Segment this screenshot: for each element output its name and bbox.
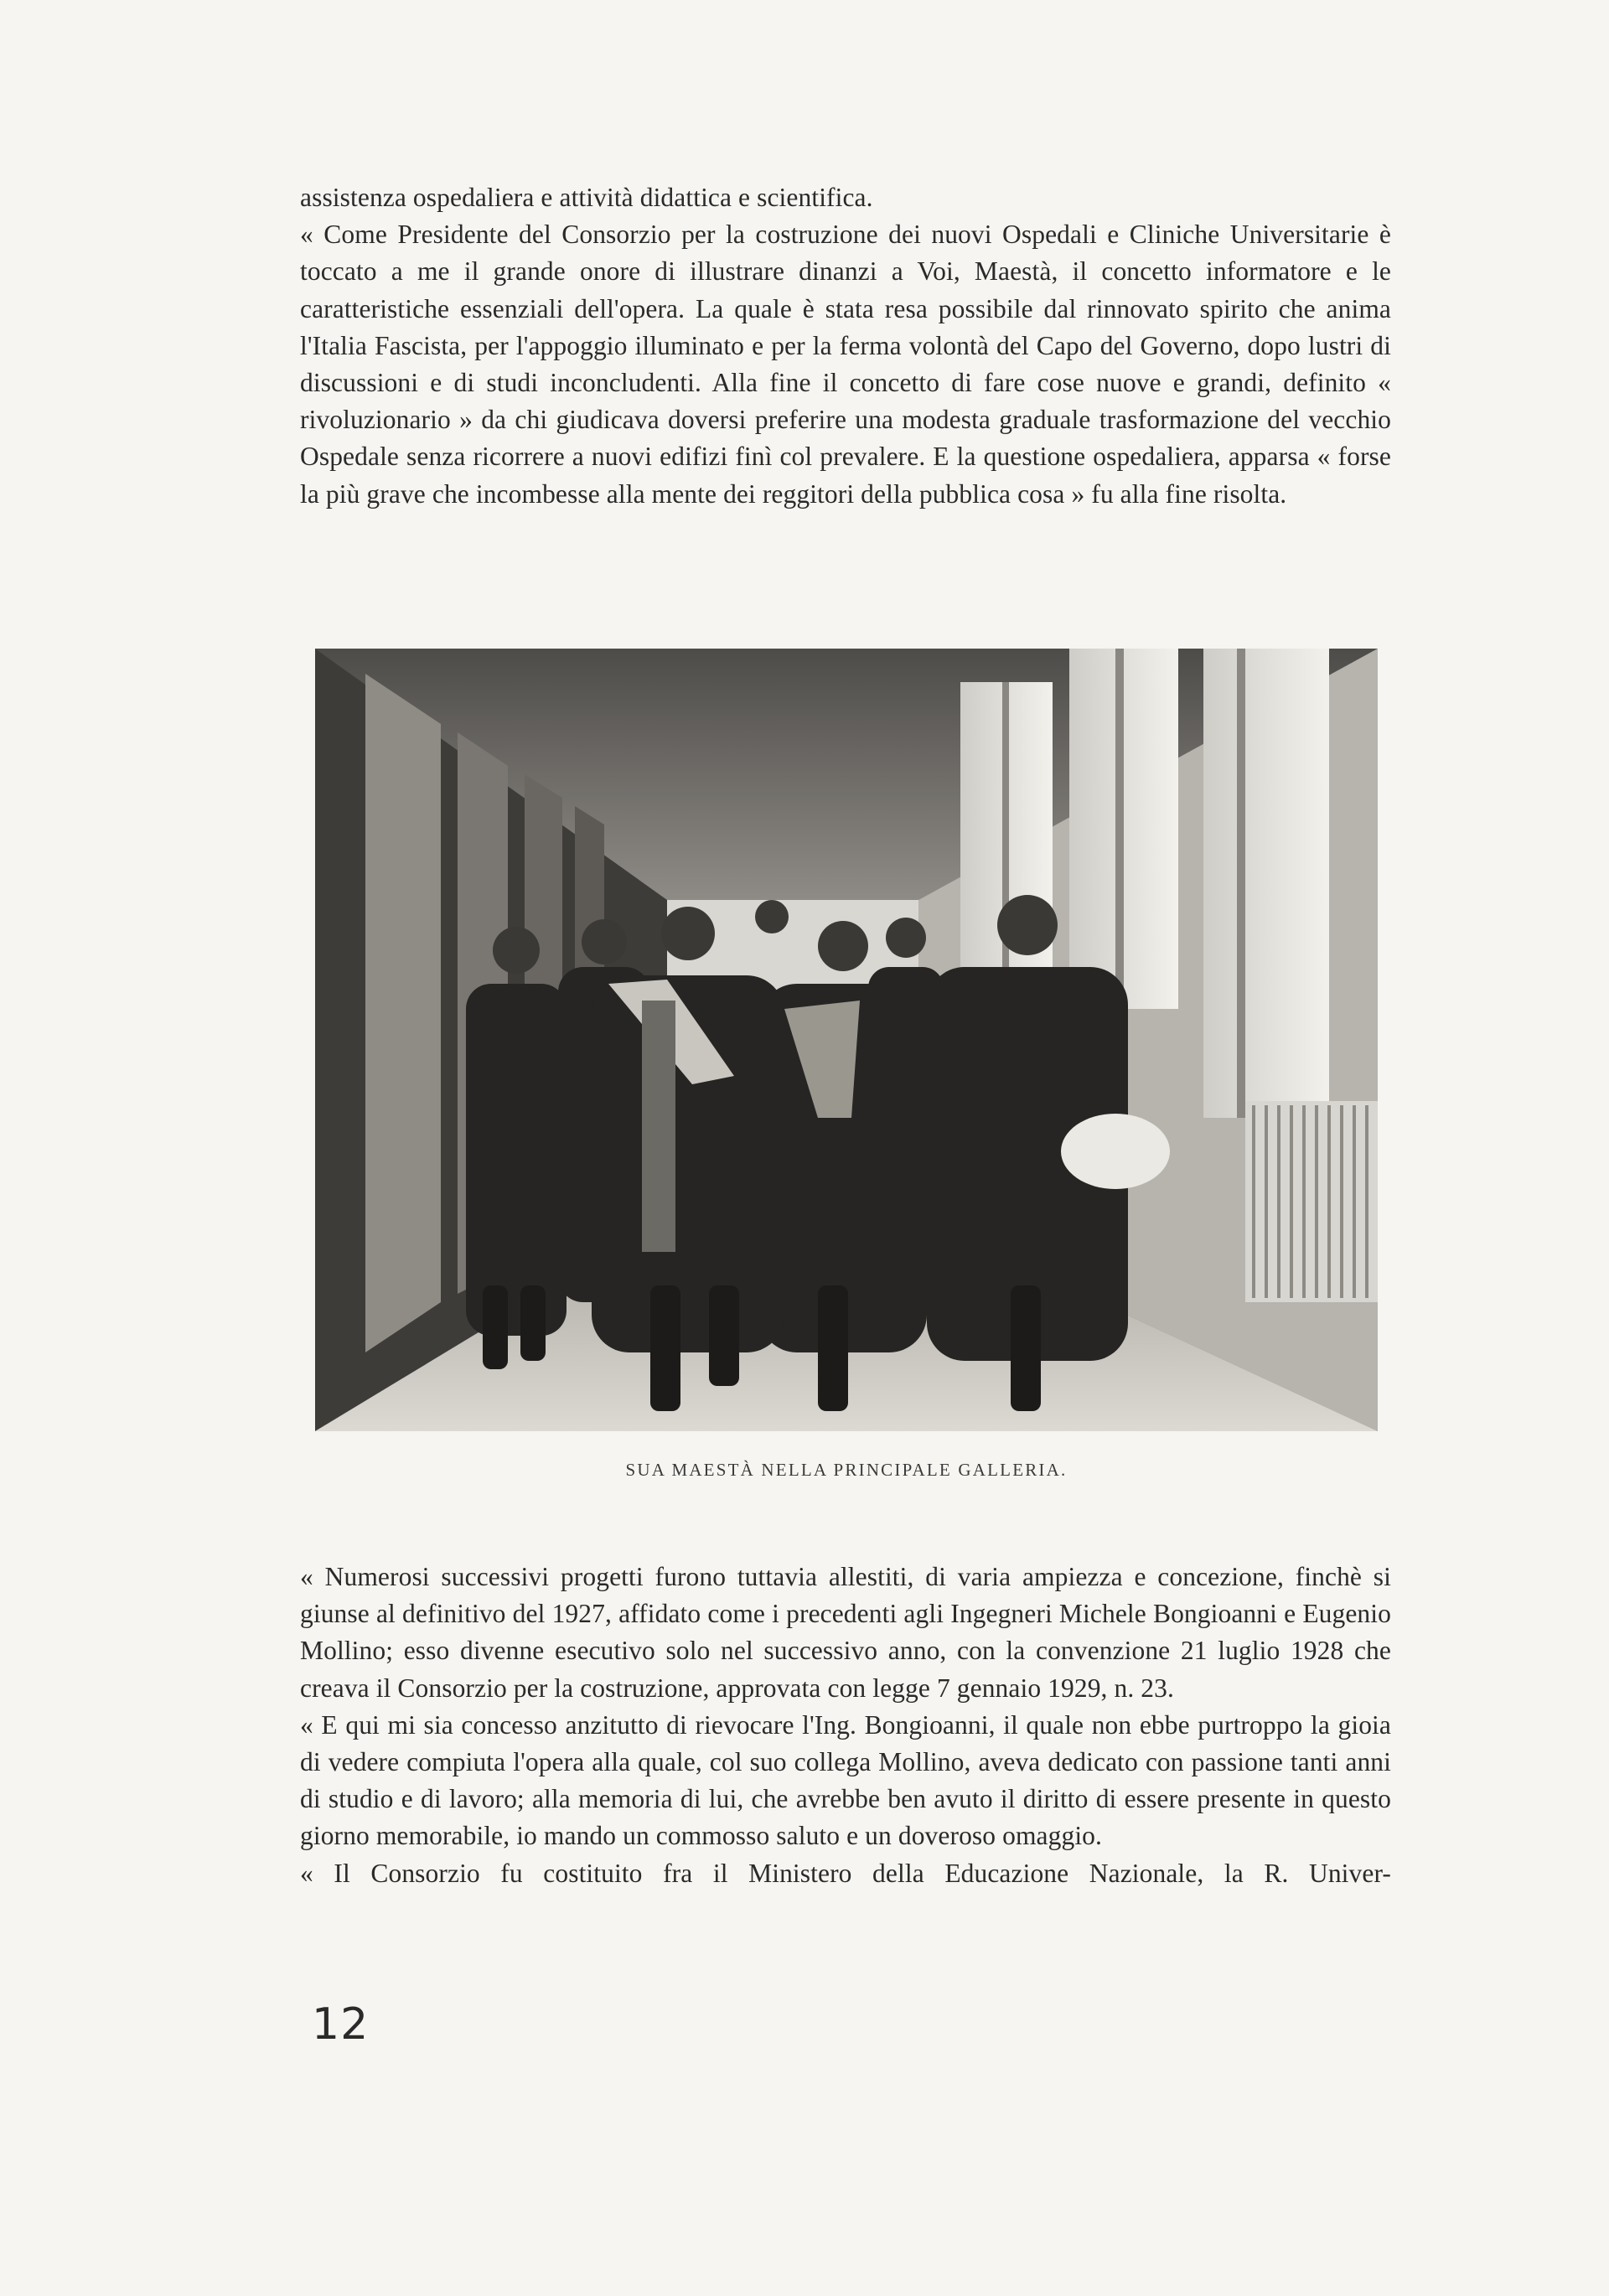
paragraph: « Come Presidente del Consorzio per la costruzione dei nuovi Ospedali e Cliniche Universitarie è toccato a me il grande onore di illustrare dinanzi a Voi, Maestà, il concetto informatore e le caratteristiche essenziali dell'opera. La quale è stata resa possibile dal rinnovato spirito che anima l'Italia Fascista, per l'appoggio illuminato e per la ferma volontà del Capo del Governo, dopo lustri di discussioni e di studi inconcludenti. Alla fine il concetto di fare cose nuove e grandi, definito « rivoluzionario » da chi giudicava doversi preferire una modesta graduale trasformazione del vecchio Ospedale senza ricorrere a nuovi edifizi finì col prevalere. E la questione ospedaliera, apparsa « forse la più grave che incombesse alla mente dei reggitori della pubblica cosa » fu alla fine risolta. xyxy=(300,220,1391,509)
photo-caption: SUA MAESTÀ NELLA PRINCIPALE GALLERIA. xyxy=(625,1460,1068,1480)
photo-image xyxy=(315,649,1378,1431)
text-block-top xyxy=(300,179,1391,513)
paragraph: « Il Consorzio fu costituito fra il Ministero della Educazione Nazionale, la R. Univer- xyxy=(300,1858,1391,1888)
paragraph: « E qui mi sia concesso anzitutto di rievocare l'Ing. Bongioanni, il quale non ebbe purtroppo la gioia di vedere compiuta l'opera alla quale, col suo collega Mollino, aveva dedicato con passione tanti anni di studio e di lavoro; alla memoria di lui, che avrebbe ben avuto il diritto di essere presente in questo giorno memorabile, io mando un commosso saluto e un doveroso omaggio. xyxy=(300,1709,1391,1851)
paragraph: assistenza ospedaliera e attività didattica e scientifica. xyxy=(300,183,873,212)
text-block-bottom xyxy=(300,1559,1391,1892)
photo-gallery xyxy=(315,649,1378,1431)
paragraph: « Numerosi successivi progetti furono tuttavia allestiti, di varia ampiezza e concezione, finchè si giunse al definitivo del 1927, affidato come i precedenti agli Ingegneri Michele Bongioanni e Eugenio Mollino; esso divenne esecutivo solo nel successivo anno, con la convenzione 21 luglio 1928 che creava il Consorzio per la costruzione, approvata con legge 7 gennaio 1929, n. 23. xyxy=(300,1562,1391,1703)
page-number: 12 xyxy=(312,1999,370,2050)
